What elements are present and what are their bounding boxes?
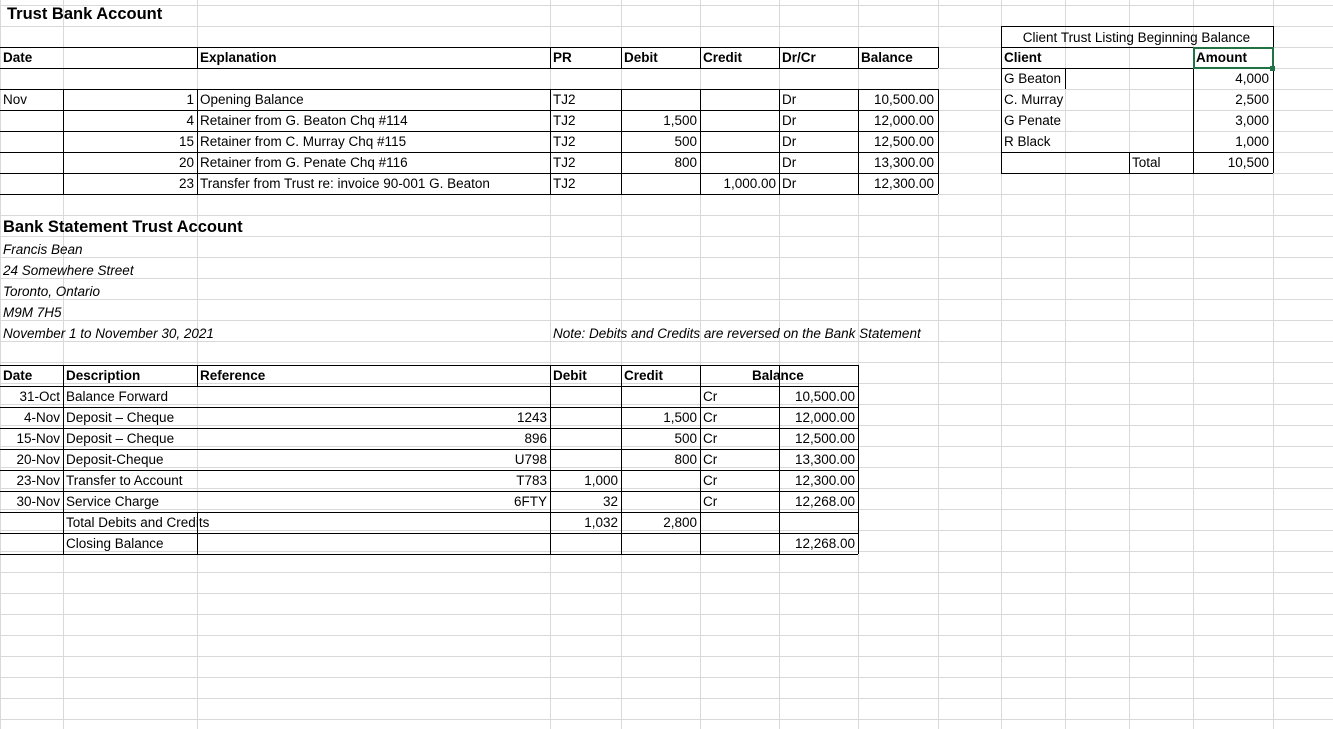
trust-header-drcr: Dr/Cr [782, 50, 816, 65]
bank-row-description: Service Charge [66, 494, 160, 509]
bank-row-date: 15-Nov [16, 431, 60, 446]
trust-row-credit [700, 111, 779, 131]
bank-closing-label: Closing Balance [66, 536, 164, 551]
trust-row-pr: TJ2 [553, 176, 576, 191]
bank-header-credit: Credit [624, 368, 664, 383]
trust-row-explanation: Opening Balance [200, 92, 304, 107]
bank-header-description: Description [66, 368, 141, 383]
bank-row-reference: 1243 [516, 410, 547, 425]
client-header-client: Client [1004, 50, 1042, 65]
bank-totals-label: Total Debits and Credits [66, 515, 210, 530]
trust-row-debit [621, 90, 700, 110]
trust-row-month: Nov [3, 92, 28, 107]
trust-row-day: 4 [186, 113, 194, 128]
bank-row-date: 30-Nov [16, 494, 60, 509]
client-row-name: C. Murray [1004, 92, 1064, 107]
trust-account-title: Trust Bank Account [7, 5, 163, 23]
bank-row-credit: 800 [674, 452, 697, 467]
bank-row-crdr: Cr [703, 494, 718, 509]
trust-row-drcr: Dr [782, 155, 797, 170]
bank-row-credit: 500 [674, 431, 697, 446]
trust-row-day: 20 [178, 155, 194, 170]
bank-row-debit: 32 [602, 494, 618, 509]
client-row-name: G Beaton [1004, 71, 1062, 86]
client-row-amount: 1,000 [1235, 134, 1269, 149]
bank-row-crdr: Cr [703, 410, 718, 425]
bank-header-date: Date [3, 368, 33, 383]
trust-header-balance: Balance [861, 50, 913, 65]
bank-row-balance: 12,268.00 [794, 494, 855, 509]
fill-handle[interactable] [1270, 66, 1275, 71]
trust-row-balance: 12,000.00 [873, 113, 934, 128]
client-row-amount: 2,500 [1235, 92, 1269, 107]
trust-row-explanation: Retainer from C. Murray Chq #115 [200, 134, 407, 149]
trust-row-debit: 1,500 [663, 113, 697, 128]
bank-row-crdr: Cr [703, 431, 718, 446]
bank-row-description: Deposit – Cheque [66, 410, 175, 425]
trust-row-day: 15 [178, 134, 194, 149]
bank-row-balance: 10,500.00 [794, 389, 855, 404]
bank-row-reference: 6FTY [513, 494, 547, 509]
trust-header-explanation: Explanation [200, 50, 277, 65]
bank-row-reference [197, 387, 550, 407]
bank-row-date: 23-Nov [16, 473, 60, 488]
bank-statement-name: Francis Bean [3, 242, 83, 257]
bank-row-balance: 12,300.00 [794, 473, 855, 488]
bank-row-debit [550, 450, 621, 470]
bank-row-description: Deposit-Cheque [66, 452, 164, 467]
trust-row-debit: 500 [674, 134, 697, 149]
trust-row-debit: 800 [674, 155, 697, 170]
bank-row-date: 31-Oct [19, 389, 60, 404]
trust-row-balance: 12,500.00 [873, 134, 934, 149]
bank-row-date: 20-Nov [16, 452, 60, 467]
bank-statement-street: 24 Somewhere Street [3, 263, 134, 278]
client-row-amount: 4,000 [1235, 71, 1269, 86]
bank-statement-postal: M9M 7H5 [3, 305, 62, 320]
client-row-name: R Black [1004, 134, 1051, 149]
bank-row-credit [621, 471, 700, 491]
bank-row-reference: U798 [514, 452, 547, 467]
bank-statement-city: Toronto, Ontario [3, 284, 101, 299]
trust-row-drcr: Dr [782, 134, 797, 149]
trust-row-explanation: Transfer from Trust re: invoice 90-001 G. Beaton [200, 176, 490, 191]
trust-row-balance: 12,300.00 [873, 176, 934, 191]
bank-row-debit: 1,000 [584, 473, 618, 488]
trust-row-pr: TJ2 [553, 113, 576, 128]
bank-totals-debit: 1,032 [584, 515, 618, 530]
bank-row-description: Deposit – Cheque [66, 431, 175, 446]
client-header-amount[interactable]: Amount [1196, 50, 1247, 65]
trust-row-credit [700, 153, 779, 173]
bank-row-reference: T783 [516, 473, 547, 488]
bank-row-description: Balance Forward [66, 389, 169, 404]
trust-row-credit: 1,000.00 [723, 176, 776, 191]
bank-header-balance: Balance [752, 368, 804, 383]
client-row-amount: 3,000 [1235, 113, 1269, 128]
bank-row-balance: 12,500.00 [794, 431, 855, 446]
trust-row-drcr: Dr [782, 113, 797, 128]
bank-row-credit [621, 492, 700, 512]
bank-row-debit [550, 429, 621, 449]
trust-header-debit: Debit [624, 50, 658, 65]
trust-row-pr: TJ2 [553, 92, 576, 107]
bank-statement-period: November 1 to November 30, 2021 [3, 326, 214, 341]
trust-row-drcr: Dr [782, 176, 797, 191]
trust-row-credit [700, 132, 779, 152]
bank-header-debit: Debit [553, 368, 587, 383]
client-total-amount: 10,500 [1227, 155, 1269, 170]
active-cell-selection[interactable] [1193, 47, 1274, 69]
bank-row-debit [550, 408, 621, 428]
bank-row-balance: 13,300.00 [794, 452, 855, 467]
client-total-label: Total [1132, 155, 1161, 170]
trust-row-debit [621, 174, 700, 194]
trust-header-credit: Credit [703, 50, 743, 65]
trust-row-pr: TJ2 [553, 134, 576, 149]
bank-closing-balance: 12,268.00 [794, 536, 855, 551]
trust-row-explanation: Retainer from G. Beaton Chq #114 [200, 113, 408, 128]
trust-header-date: Date [3, 50, 33, 65]
trust-row-balance: 10,500.00 [873, 92, 934, 107]
bank-row-reference: 896 [524, 431, 547, 446]
client-row-name: G Penate [1004, 113, 1062, 128]
trust-row-drcr: Dr [782, 92, 797, 107]
bank-row-date: 4-Nov [23, 410, 60, 425]
bank-row-crdr: Cr [703, 389, 718, 404]
trust-row-day: 23 [178, 176, 194, 191]
bank-statement-title: Bank Statement Trust Account [3, 218, 243, 236]
bank-row-description: Transfer to Account [66, 473, 183, 488]
bank-row-crdr: Cr [703, 452, 718, 467]
bank-header-reference: Reference [200, 368, 266, 383]
trust-header-pr: PR [553, 50, 572, 65]
trust-row-pr: TJ2 [553, 155, 576, 170]
trust-row-balance: 13,300.00 [873, 155, 934, 170]
bank-totals-credit: 2,800 [663, 515, 697, 530]
client-listing-title: Client Trust Listing Beginning Balance [1022, 30, 1251, 45]
trust-row-credit [700, 90, 779, 110]
trust-row-explanation: Retainer from G. Penate Chq #116 [200, 155, 408, 170]
bank-statement-note: Note: Debits and Credits are reversed on the Bank Statement [553, 326, 921, 341]
bank-row-credit [621, 387, 700, 407]
bank-row-debit [550, 387, 621, 407]
trust-row-day: 1 [186, 92, 194, 107]
bank-row-balance: 12,000.00 [794, 410, 855, 425]
bank-row-crdr: Cr [703, 473, 718, 488]
bank-row-credit: 1,500 [663, 410, 697, 425]
